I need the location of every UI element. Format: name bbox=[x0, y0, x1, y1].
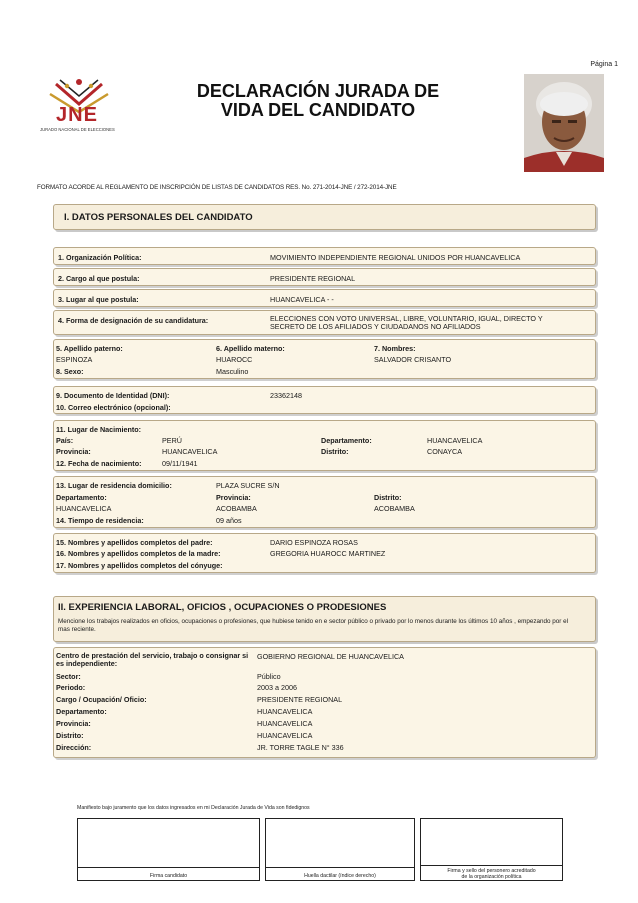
centro-value: GOBIERNO REGIONAL DE HUANCAVELICA bbox=[257, 652, 404, 661]
distrito-res-label: Distrito: bbox=[374, 493, 402, 502]
fecha-nacimiento-label: 12. Fecha de nacimiento: bbox=[56, 459, 142, 468]
distrito-res-value: ACOBAMBA bbox=[374, 504, 415, 513]
nombres-value: SALVADOR CRISANTO bbox=[374, 355, 452, 364]
direccion-label: Dirección: bbox=[56, 743, 92, 752]
madre-label: 16. Nombres y apellidos completos de la madre: bbox=[56, 549, 221, 558]
firma-personero-label bbox=[421, 868, 562, 880]
provincia-exp-value: HUANCAVELICA bbox=[257, 719, 313, 728]
distrito-exp-value: HUANCAVELICA bbox=[257, 731, 313, 740]
residencia-label: 13. Lugar de residencia domicilio: bbox=[56, 481, 172, 490]
title-line-1: DECLARACIÓN JURADA DE bbox=[196, 81, 440, 101]
provincia-res-label: Provincia: bbox=[216, 493, 251, 502]
departamento-res-value: HUANCAVELICA bbox=[56, 504, 112, 513]
forma-designacion-value-line-1: ELECCIONES CON VOTO UNIVERSAL, LIBRE, VOLUNTARIO, IGUAL, DIRECTO Y bbox=[270, 314, 543, 323]
candidate-photo bbox=[524, 74, 604, 172]
centro-label-line-2: es independiente: bbox=[56, 659, 118, 668]
provincia-nac-value: HUANCAVELICA bbox=[162, 447, 218, 456]
field-cargo bbox=[53, 268, 596, 286]
document-title bbox=[150, 82, 486, 120]
apellido-paterno-label: 5. Apellido paterno: bbox=[56, 344, 123, 353]
periodo-label: Periodo: bbox=[56, 683, 86, 692]
lugar-nacimiento-label: 11. Lugar de Nacimiento: bbox=[56, 425, 142, 434]
huella-dactilar-label: Huella dactilar (índice derecho) bbox=[304, 873, 376, 879]
firma-candidato-label: Firma candidato bbox=[149, 873, 188, 879]
section-2-title: II. EXPERIENCIA LABORAL, OFICIOS , OCUPACIONES O PRODESIONES bbox=[58, 602, 387, 613]
pais-value: PERÚ bbox=[162, 436, 182, 445]
huella-dactilar-line bbox=[266, 867, 414, 868]
sexo-label: 8. Sexo: bbox=[56, 367, 84, 376]
section-2-description-line-1: Mencione los trabajos realizados en oficios, ocupaciones o profesiones, que hubiese tenido en e sector público o privado por lo menos durante los últimos 10 años , empezando por el bbox=[58, 618, 569, 625]
huella-dactilar-box bbox=[265, 818, 415, 881]
madre-value: GREGORIA HUAROCC MARTINEZ bbox=[270, 549, 386, 558]
dni-label: 9. Documento de Identidad (DNI): bbox=[56, 391, 170, 400]
tiempo-residencia-label: 14. Tiempo de residencia: bbox=[56, 516, 144, 525]
fecha-nacimiento-value: 09/11/1941 bbox=[162, 459, 198, 468]
departamento-exp-value: HUANCAVELICA bbox=[257, 707, 313, 716]
departamento-nac-value: HUANCAVELICA bbox=[427, 436, 483, 445]
provincia-res-value: ACOBAMBA bbox=[216, 504, 257, 513]
field-lugar-postula bbox=[53, 289, 596, 307]
forma-designacion-value bbox=[270, 315, 543, 331]
formato-note: FORMATO ACORDE AL REGLAMENTO DE INSCRIPCIÓN DE LISTAS DE CANDIDATOS RES. No. 271-2014-JNE / 272-2014-JNE bbox=[37, 184, 397, 191]
field-organizacion bbox=[53, 247, 596, 265]
nombres-label: 7. Nombres: bbox=[374, 344, 416, 353]
pais-label: País: bbox=[56, 436, 74, 445]
conyuge-label: 17. Nombres y apellidos completos del cónyuge: bbox=[56, 561, 223, 570]
section-2-header bbox=[53, 596, 596, 642]
firma-candidato-line bbox=[78, 867, 259, 868]
residencia-value: PLAZA SUCRE S/N bbox=[216, 481, 280, 490]
manifiesto-text: Manifiesto bajo juramento que los datos ingresados en mi Declaración Jurada de Vida son fidedignos bbox=[77, 805, 310, 811]
apellido-materno-value: HUAROCC bbox=[216, 355, 253, 364]
sexo-value: Masculino bbox=[216, 367, 249, 376]
field-forma-designacion bbox=[53, 310, 596, 335]
logo-text: JNE bbox=[56, 104, 98, 126]
lugar-postula-label: 3. Lugar al que postula: bbox=[58, 295, 139, 304]
forma-designacion-label: 4. Forma de designación de su candidatura: bbox=[58, 316, 209, 325]
distrito-nac-label: Distrito: bbox=[321, 447, 349, 456]
tiempo-residencia-value: 09 años bbox=[216, 516, 242, 525]
centro-label bbox=[56, 652, 248, 668]
field-residencia bbox=[53, 476, 596, 528]
padre-value: DARIO ESPINOZA ROSAS bbox=[270, 538, 358, 547]
logo-subtext: JURADO NACIONAL DE ELECCIONES bbox=[40, 127, 115, 132]
apellido-materno-label: 6. Apellido materno: bbox=[216, 344, 285, 353]
ocupacion-label: Cargo / Ocupación/ Oficio: bbox=[56, 695, 147, 704]
distrito-nac-value: CONAYCA bbox=[427, 447, 463, 456]
lugar-postula-value: HUANCAVELICA - - bbox=[270, 295, 334, 304]
experiencia-laboral-box bbox=[53, 647, 596, 758]
jne-logo bbox=[40, 76, 118, 134]
provincia-exp-label: Provincia: bbox=[56, 719, 91, 728]
periodo-value: 2003 a 2006 bbox=[257, 683, 297, 692]
departamento-exp-label: Departamento: bbox=[56, 707, 107, 716]
direccion-value: JR. TORRE TAGLE N° 336 bbox=[257, 743, 344, 752]
field-documento bbox=[53, 386, 596, 414]
apellido-paterno-value: ESPINOZA bbox=[56, 355, 93, 364]
departamento-res-label: Departamento: bbox=[56, 493, 107, 502]
centro-label-line-1: Centro de prestación del servicio, trabajo o consignar si bbox=[56, 651, 249, 660]
cargo-value: PRESIDENTE REGIONAL bbox=[270, 274, 356, 283]
provincia-nac-label: Provincia: bbox=[56, 447, 91, 456]
forma-designacion-value-line-2: SECRETO DE LOS AFILIADOS Y CIUDADANOS NO AFILIADOS bbox=[270, 322, 481, 331]
section-1-header: I. DATOS PERSONALES DEL CANDIDATO bbox=[53, 204, 596, 230]
ocupacion-value: PRESIDENTE REGIONAL bbox=[257, 695, 343, 704]
sector-label: Sector: bbox=[56, 672, 81, 681]
sector-value: Público bbox=[257, 672, 281, 681]
field-nombres bbox=[53, 339, 596, 379]
departamento-nac-label: Departamento: bbox=[321, 436, 372, 445]
dni-value: 23362148 bbox=[270, 391, 302, 400]
field-nacimiento bbox=[53, 420, 596, 471]
padre-label: 15. Nombres y apellidos completos del padre: bbox=[56, 538, 213, 547]
firma-personero-line bbox=[421, 865, 562, 866]
organizacion-value: MOVIMIENTO INDEPENDIENTE REGIONAL UNIDOS POR HUANCAVELICA bbox=[270, 253, 521, 262]
field-familiares bbox=[53, 533, 596, 573]
distrito-exp-label: Distrito: bbox=[56, 731, 84, 740]
organizacion-label: 1. Organización Política: bbox=[58, 253, 142, 262]
cargo-label: 2. Cargo al que postula: bbox=[58, 274, 140, 283]
title-line-2: VIDA DEL CANDIDATO bbox=[220, 100, 416, 120]
firma-personero-label-line-2: de la organización política bbox=[461, 874, 522, 880]
page-number: Página 1 bbox=[590, 61, 618, 68]
section-2-description bbox=[58, 618, 591, 634]
firma-candidato-box bbox=[77, 818, 260, 881]
firma-personero-label-line-1: Firma y sello del personero acreditado bbox=[447, 868, 536, 874]
firma-personero-box bbox=[420, 818, 563, 881]
section-2-description-line-2: mas reciente. bbox=[58, 626, 96, 633]
correo-label: 10. Correo electrónico (opcional): bbox=[56, 403, 171, 412]
